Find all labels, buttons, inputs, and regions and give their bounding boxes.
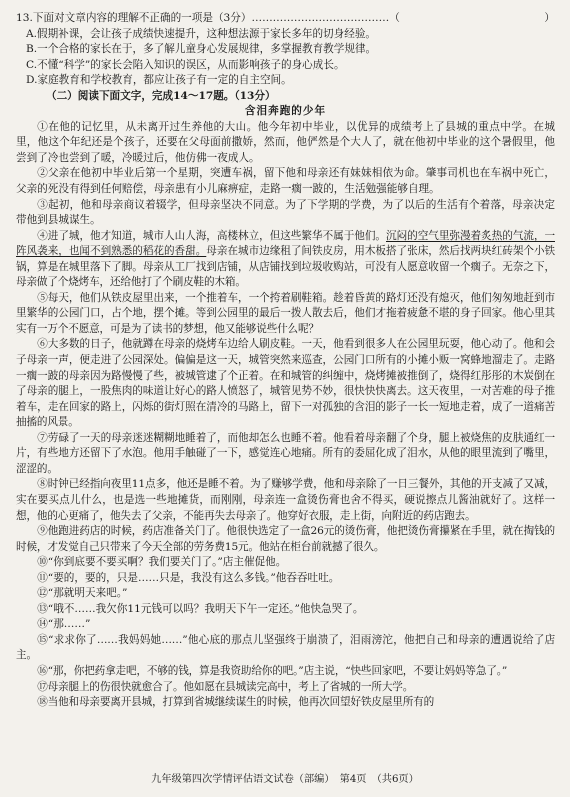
paragraph-1: ①在他的记忆里，从未离开过生养他的大山。他今年初中毕业，以优异的成绩考上了县城的重点中学。在城里，他这个年纪还是个孩子，还要在父母面前撒娇，然而，他俨然是个大人了，就在他初中毕业的这个暑假里，他尝到了冷也尝到了暖，冷暖过后，他仿佛一夜成人。 xyxy=(16,120,555,164)
paragraph-4 xyxy=(16,229,555,291)
dialogue-13: ⑬“哦不……我欠你11元钱可以吗？我明天下午一定还。”他快急哭了。 xyxy=(37,602,364,615)
paragraph-7: ⑦劳碌了一天的母亲迷迷糊糊地睡着了，而他却怎么也睡不着。他看着母亲翻了个身，腿上被烧焦的皮肤通红一片，有些地方还留下了水泡。他用手触碰了一下，感觉连心地痛。所有的委屈化成了泪水，从他的眼里流到了嘴里，涩涩的。 xyxy=(16,431,555,475)
page-footer: 九年级第四次学情评估语文试卷（部编） 第4页 （共6页） xyxy=(151,774,419,786)
section-heading: （二）阅读下面文字，完成14～17题。（13分） xyxy=(46,89,276,102)
paragraph-9: ⑨他跑进药店的时候，药店准备关门了。他很快选定了一盒26元的烫伤膏，他把烫伤膏攥紧在手里，就在掏钱的时候，才发觉自己只带来了今天全部的劳务费15元。他站在柜台前就撼了很久。 xyxy=(16,525,555,553)
paragraph-15: ⑮“求求你了……我妈妈她……”他心底的那点儿坚强终于崩溃了，泪雨滂沱，他把自己和母亲的遭遇说给了店主。 xyxy=(16,633,555,662)
paragraph-5: ⑤每天，他们从铁皮屋里出来，一个推着车，一个挎着刷鞋箱。趁着昏黄的路灯还没有熄灭，他们匆匆地赶到市里繁华的公园门口，占个地，摆个摊。等到公园里的最后一拨人散去后，他们才拖着疲惫不堪的身子回家。他心里其实有一万个不愿意，可是为了读书的梦想，他又能够说些什么呢？ xyxy=(16,291,555,335)
paragraph-6: ⑥大多数的日子，他就蹲在母亲的烧烤车边给人刷皮鞋。一天，他看到很多人在公园里玩耍，他心动了。他和会子母亲一声，便走进了公园深处。偏偏是这一天，城管突然来巡查，公园门口所有的小摊小贩一窝蜂地溜走了。走路一瘸一跛的母亲因为路慢慢了些，被城管逮了个正着。在和城管的纠缠中，烧烤摊被推倒了，烧得红彤彤的木炭倒在了母亲的腿上，一股焦肉的味道让好心的路人愤怒了，城管见势不妙，很快快快离去。这天夜里，一对苦难的母子推着车，走在回家的路上，闪烁的街灯照在清冷的马路上，留下一对孤独的含泪的影子一长一短地走着，成了一道痛苦抽搐的风景。 xyxy=(16,338,555,429)
question-13-text xyxy=(16,11,400,27)
option-d: D.家庭教育和学校教育，都应让孩子有一定的自主空间。 xyxy=(26,74,292,87)
dialogue-10: ⑩“你到底要不要买啊？我们要关门了。”店主催促他。 xyxy=(37,556,287,569)
paragraph-2: ②父亲在他初中毕业后第一个星期，突遭车祸，留下他和母亲还有妹妹相依为命。肇事司机也在车祸中死亡，父亲的死没有得到任何赔偿，母亲患有小儿麻痹症，走路一瘸一跛的，生活勉强能够自理。 xyxy=(16,167,555,196)
story-title: 含泪奔跑的少年 xyxy=(244,105,327,118)
paragraph-18: ⑱当他和母亲要离开县城，打算到省城继续谋生的时候，他再次回望好铁皮屋里所有的 xyxy=(37,696,435,709)
paragraph-4-intro: ④进了城，他才知道，城市人山人海，高楼林立，但这些繁华不属于他们。 xyxy=(37,229,386,242)
leader-dots: …………………………………（ xyxy=(251,12,400,24)
paragraph-3: ③起初，他和母亲商议着辍学，但母亲坚决不同意。为了下学期的学费，为了以后的生活有个着落，母亲决定带他到县城谋生。 xyxy=(16,198,555,227)
dialogue-11: ⑪“要的，要的，只是……只是，我没有这么多钱。”他吞吞吐吐。 xyxy=(37,571,340,584)
paragraph-8: ⑧时钟已经指向夜里11点多，他还是睡不着。为了赚够学费，他和母亲除了一日三餐外，其他的开支减了又减，实在要买点儿什么，也是选一些地摊货，而刚刚，母亲连一盒烫伤膏也舍不得买，硬说擦点儿酱油就好了。这样一想，他的心更痛了，他失去了父亲，不能再失去母亲了。他穿好衣服，走上街，向附近的药店跑去。 xyxy=(16,478,555,522)
underlined-sentence: 沉闷的空气里弥漫着炙热的气流，一阵风袭来，也闻不到熟悉的稻花的香甜。 xyxy=(16,229,555,258)
dialogue-14: ⑭“那……” xyxy=(37,618,91,631)
option-c: C.不懂“科学”的家长会陷入知识的误区，从而影响孩子的身心成长。 xyxy=(26,58,345,71)
paragraph-4-rest: 母亲在城市边缘租了间铁皮房，用木板搭了张床，然后找两块红砖架个小铁锅，算是在城里落下了脚。母亲从工厂找到店铺，从店铺找到垃圾收购站，可没有人愿意收留一个瘸子。无奈之下，母亲做了个烧烤车，还给他打了个刷皮鞋的木箱。 xyxy=(16,245,555,289)
question-13-label: 13.下面对文章内容的理解不正确的一项是（3分） xyxy=(16,12,252,24)
answer-paren-close: ） xyxy=(544,12,555,24)
question-13-stem xyxy=(16,11,555,27)
option-b: B.一个合格的家长在于，多了解儿童身心发展规律，多掌握教育教学规律。 xyxy=(26,43,377,56)
option-a: A.假期补课，会让孩子成绩快速提升，这种想法源于家长多年的切身经验。 xyxy=(26,27,377,40)
paragraph-17: ⑰母亲腿上的伤很快就愈合了。他如愿在县城读完高中，考上了省城的一所大学。 xyxy=(37,680,414,693)
paragraph-16: ⑯“那，你把药拿走吧，不够的钱，算是我资助给你的吧。”店主说，“快些回家吧，不要让妈妈等急了。” xyxy=(37,664,508,677)
dialogue-12: ⑫“那就明天来吧。” xyxy=(37,587,128,600)
